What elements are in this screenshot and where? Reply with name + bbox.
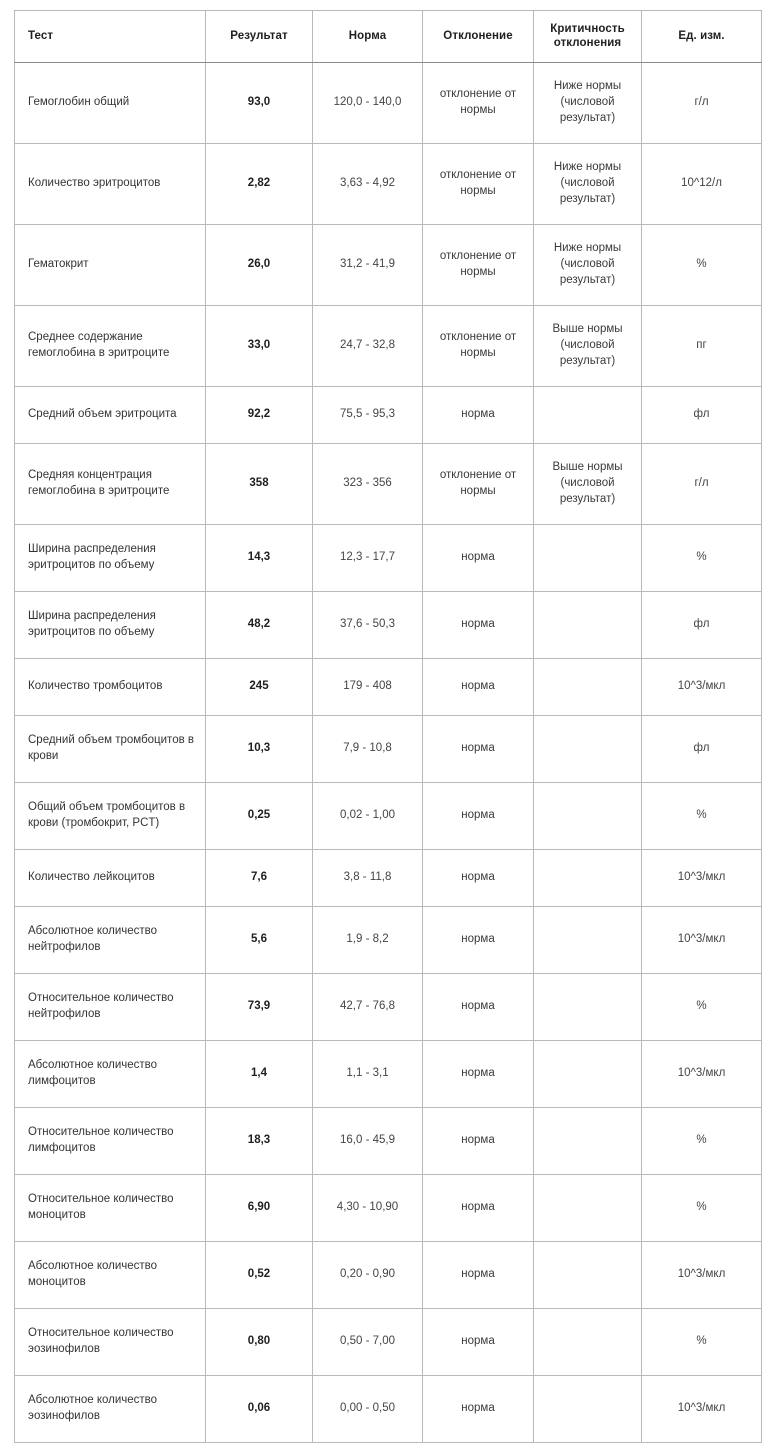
table-row bbox=[15, 849, 762, 906]
cell-test-name: Ширина распределения эритроцитов по объему bbox=[15, 524, 206, 591]
table-row bbox=[15, 715, 762, 782]
cell-result-value: 48,2 bbox=[206, 591, 313, 658]
cell-criticality bbox=[534, 591, 642, 658]
column-header-deviation: Отклонение bbox=[423, 11, 534, 63]
cell-criticality bbox=[534, 1241, 642, 1308]
cell-test-name: Средний объем эритроцита bbox=[15, 386, 206, 443]
cell-unit: г/л bbox=[642, 443, 762, 524]
table-row bbox=[15, 591, 762, 658]
cell-deviation: отклонение от нормы bbox=[423, 443, 534, 524]
cell-reference-range: 0,20 - 0,90 bbox=[313, 1241, 423, 1308]
cell-criticality: Ниже нормы (числовой результат) bbox=[534, 62, 642, 143]
cell-result-value: 358 bbox=[206, 443, 313, 524]
cell-deviation: норма bbox=[423, 524, 534, 591]
cell-test-name: Гемоглобин общий bbox=[15, 62, 206, 143]
cell-reference-range: 24,7 - 32,8 bbox=[313, 305, 423, 386]
cell-unit: фл bbox=[642, 386, 762, 443]
table-row bbox=[15, 305, 762, 386]
cell-unit: фл bbox=[642, 715, 762, 782]
cell-reference-range: 323 - 356 bbox=[313, 443, 423, 524]
table-row bbox=[15, 1174, 762, 1241]
cell-criticality bbox=[534, 524, 642, 591]
cell-criticality: Ниже нормы (числовой результат) bbox=[534, 143, 642, 224]
cell-deviation: норма bbox=[423, 1107, 534, 1174]
cell-result-value: 0,52 bbox=[206, 1241, 313, 1308]
cell-reference-range: 37,6 - 50,3 bbox=[313, 591, 423, 658]
cell-deviation: норма bbox=[423, 1375, 534, 1442]
cell-result-value: 7,6 bbox=[206, 849, 313, 906]
cell-unit: 10^3/мкл bbox=[642, 1375, 762, 1442]
table-row bbox=[15, 1308, 762, 1375]
cell-criticality bbox=[534, 906, 642, 973]
cell-unit: 10^3/мкл bbox=[642, 906, 762, 973]
column-header-unit: Ед. изм. bbox=[642, 11, 762, 63]
cell-result-value: 0,06 bbox=[206, 1375, 313, 1442]
cell-criticality bbox=[534, 386, 642, 443]
cell-result-value: 73,9 bbox=[206, 973, 313, 1040]
cell-test-name: Относительное количество моноцитов bbox=[15, 1174, 206, 1241]
column-header-result: Результат bbox=[206, 11, 313, 63]
cell-test-name: Абсолютное количество эозинофилов bbox=[15, 1375, 206, 1442]
cell-criticality bbox=[534, 1107, 642, 1174]
cell-deviation: отклонение от нормы bbox=[423, 143, 534, 224]
table-row bbox=[15, 524, 762, 591]
cell-test-name: Абсолютное количество моноцитов bbox=[15, 1241, 206, 1308]
cell-test-name: Абсолютное количество нейтрофилов bbox=[15, 906, 206, 973]
column-header-norm: Норма bbox=[313, 11, 423, 63]
cell-unit: г/л bbox=[642, 62, 762, 143]
cell-criticality bbox=[534, 782, 642, 849]
cell-reference-range: 1,9 - 8,2 bbox=[313, 906, 423, 973]
cell-result-value: 10,3 bbox=[206, 715, 313, 782]
cell-unit: % bbox=[642, 1174, 762, 1241]
cell-deviation: норма bbox=[423, 1174, 534, 1241]
table-row bbox=[15, 143, 762, 224]
cell-unit: 10^3/мкл bbox=[642, 849, 762, 906]
cell-test-name: Количество лейкоцитов bbox=[15, 849, 206, 906]
header-row bbox=[15, 11, 762, 63]
cell-deviation: отклонение от нормы bbox=[423, 224, 534, 305]
cell-deviation: норма bbox=[423, 715, 534, 782]
cell-result-value: 14,3 bbox=[206, 524, 313, 591]
cell-test-name: Средняя концентрация гемоглобина в эритроците bbox=[15, 443, 206, 524]
table-row bbox=[15, 224, 762, 305]
cell-deviation: норма bbox=[423, 849, 534, 906]
cell-deviation: норма bbox=[423, 973, 534, 1040]
cell-reference-range: 0,00 - 0,50 bbox=[313, 1375, 423, 1442]
table-row bbox=[15, 386, 762, 443]
cell-criticality bbox=[534, 973, 642, 1040]
cell-test-name: Общий объем тромбоцитов в крови (тромбокрит, PCT) bbox=[15, 782, 206, 849]
cell-criticality bbox=[534, 658, 642, 715]
cell-deviation: норма bbox=[423, 1241, 534, 1308]
table-row bbox=[15, 62, 762, 143]
cell-criticality bbox=[534, 1040, 642, 1107]
column-header-test: Тест bbox=[15, 11, 206, 63]
cell-deviation: норма bbox=[423, 1040, 534, 1107]
cell-result-value: 0,25 bbox=[206, 782, 313, 849]
cell-unit: 10^3/мкл bbox=[642, 1241, 762, 1308]
table-row bbox=[15, 1375, 762, 1442]
cell-reference-range: 12,3 - 17,7 bbox=[313, 524, 423, 591]
cell-unit: % bbox=[642, 782, 762, 849]
cell-result-value: 0,80 bbox=[206, 1308, 313, 1375]
table-row bbox=[15, 658, 762, 715]
cell-unit: 10^3/мкл bbox=[642, 658, 762, 715]
cell-unit: % bbox=[642, 1308, 762, 1375]
cell-unit: 10^3/мкл bbox=[642, 1040, 762, 1107]
cell-reference-range: 120,0 - 140,0 bbox=[313, 62, 423, 143]
cell-result-value: 1,4 bbox=[206, 1040, 313, 1107]
cell-reference-range: 16,0 - 45,9 bbox=[313, 1107, 423, 1174]
cell-test-name: Абсолютное количество лимфоцитов bbox=[15, 1040, 206, 1107]
cell-result-value: 92,2 bbox=[206, 386, 313, 443]
cell-result-value: 33,0 bbox=[206, 305, 313, 386]
table-row bbox=[15, 782, 762, 849]
cell-criticality bbox=[534, 1375, 642, 1442]
cell-test-name: Средний объем тромбоцитов в крови bbox=[15, 715, 206, 782]
cell-unit: % bbox=[642, 224, 762, 305]
cell-reference-range: 3,63 - 4,92 bbox=[313, 143, 423, 224]
cell-criticality bbox=[534, 715, 642, 782]
cell-unit: 10^12/л bbox=[642, 143, 762, 224]
table-row bbox=[15, 973, 762, 1040]
cell-reference-range: 31,2 - 41,9 bbox=[313, 224, 423, 305]
cell-reference-range: 0,02 - 1,00 bbox=[313, 782, 423, 849]
table-body bbox=[15, 62, 762, 1442]
cell-result-value: 2,82 bbox=[206, 143, 313, 224]
cell-test-name: Относительное количество эозинофилов bbox=[15, 1308, 206, 1375]
cell-deviation: норма bbox=[423, 782, 534, 849]
column-header-criticality: Критичность отклонения bbox=[534, 11, 642, 63]
cell-test-name: Количество эритроцитов bbox=[15, 143, 206, 224]
cell-deviation: отклонение от нормы bbox=[423, 305, 534, 386]
cell-deviation: норма bbox=[423, 658, 534, 715]
cell-reference-range: 179 - 408 bbox=[313, 658, 423, 715]
cell-deviation: норма bbox=[423, 386, 534, 443]
cell-test-name: Относительное количество лимфоцитов bbox=[15, 1107, 206, 1174]
cell-unit: фл bbox=[642, 591, 762, 658]
cell-reference-range: 3,8 - 11,8 bbox=[313, 849, 423, 906]
cell-result-value: 93,0 bbox=[206, 62, 313, 143]
cell-test-name: Относительное количество нейтрофилов bbox=[15, 973, 206, 1040]
cell-criticality bbox=[534, 1308, 642, 1375]
cell-reference-range: 42,7 - 76,8 bbox=[313, 973, 423, 1040]
cell-reference-range: 7,9 - 10,8 bbox=[313, 715, 423, 782]
cell-deviation: норма bbox=[423, 591, 534, 658]
cell-reference-range: 75,5 - 95,3 bbox=[313, 386, 423, 443]
cell-test-name: Ширина распределения эритроцитов по объему bbox=[15, 591, 206, 658]
table-row bbox=[15, 906, 762, 973]
table-header bbox=[15, 11, 762, 63]
table-row bbox=[15, 1040, 762, 1107]
cell-result-value: 5,6 bbox=[206, 906, 313, 973]
cell-deviation: норма bbox=[423, 1308, 534, 1375]
cell-result-value: 6,90 bbox=[206, 1174, 313, 1241]
cell-criticality: Ниже нормы (числовой результат) bbox=[534, 224, 642, 305]
table-row bbox=[15, 443, 762, 524]
cell-reference-range: 1,1 - 3,1 bbox=[313, 1040, 423, 1107]
cell-unit: % bbox=[642, 973, 762, 1040]
cell-deviation: норма bbox=[423, 906, 534, 973]
cell-reference-range: 4,30 - 10,90 bbox=[313, 1174, 423, 1241]
table-row bbox=[15, 1241, 762, 1308]
cell-result-value: 18,3 bbox=[206, 1107, 313, 1174]
lab-results-table bbox=[14, 10, 762, 1443]
cell-criticality: Выше нормы (числовой результат) bbox=[534, 305, 642, 386]
table-row bbox=[15, 1107, 762, 1174]
cell-result-value: 26,0 bbox=[206, 224, 313, 305]
cell-test-name: Среднее содержание гемоглобина в эритроците bbox=[15, 305, 206, 386]
cell-test-name: Количество тромбоцитов bbox=[15, 658, 206, 715]
cell-unit: % bbox=[642, 1107, 762, 1174]
cell-result-value: 245 bbox=[206, 658, 313, 715]
cell-reference-range: 0,50 - 7,00 bbox=[313, 1308, 423, 1375]
cell-criticality: Выше нормы (числовой результат) bbox=[534, 443, 642, 524]
cell-unit: % bbox=[642, 524, 762, 591]
cell-unit: пг bbox=[642, 305, 762, 386]
cell-test-name: Гематокрит bbox=[15, 224, 206, 305]
cell-criticality bbox=[534, 849, 642, 906]
cell-deviation: отклонение от нормы bbox=[423, 62, 534, 143]
cell-criticality bbox=[534, 1174, 642, 1241]
